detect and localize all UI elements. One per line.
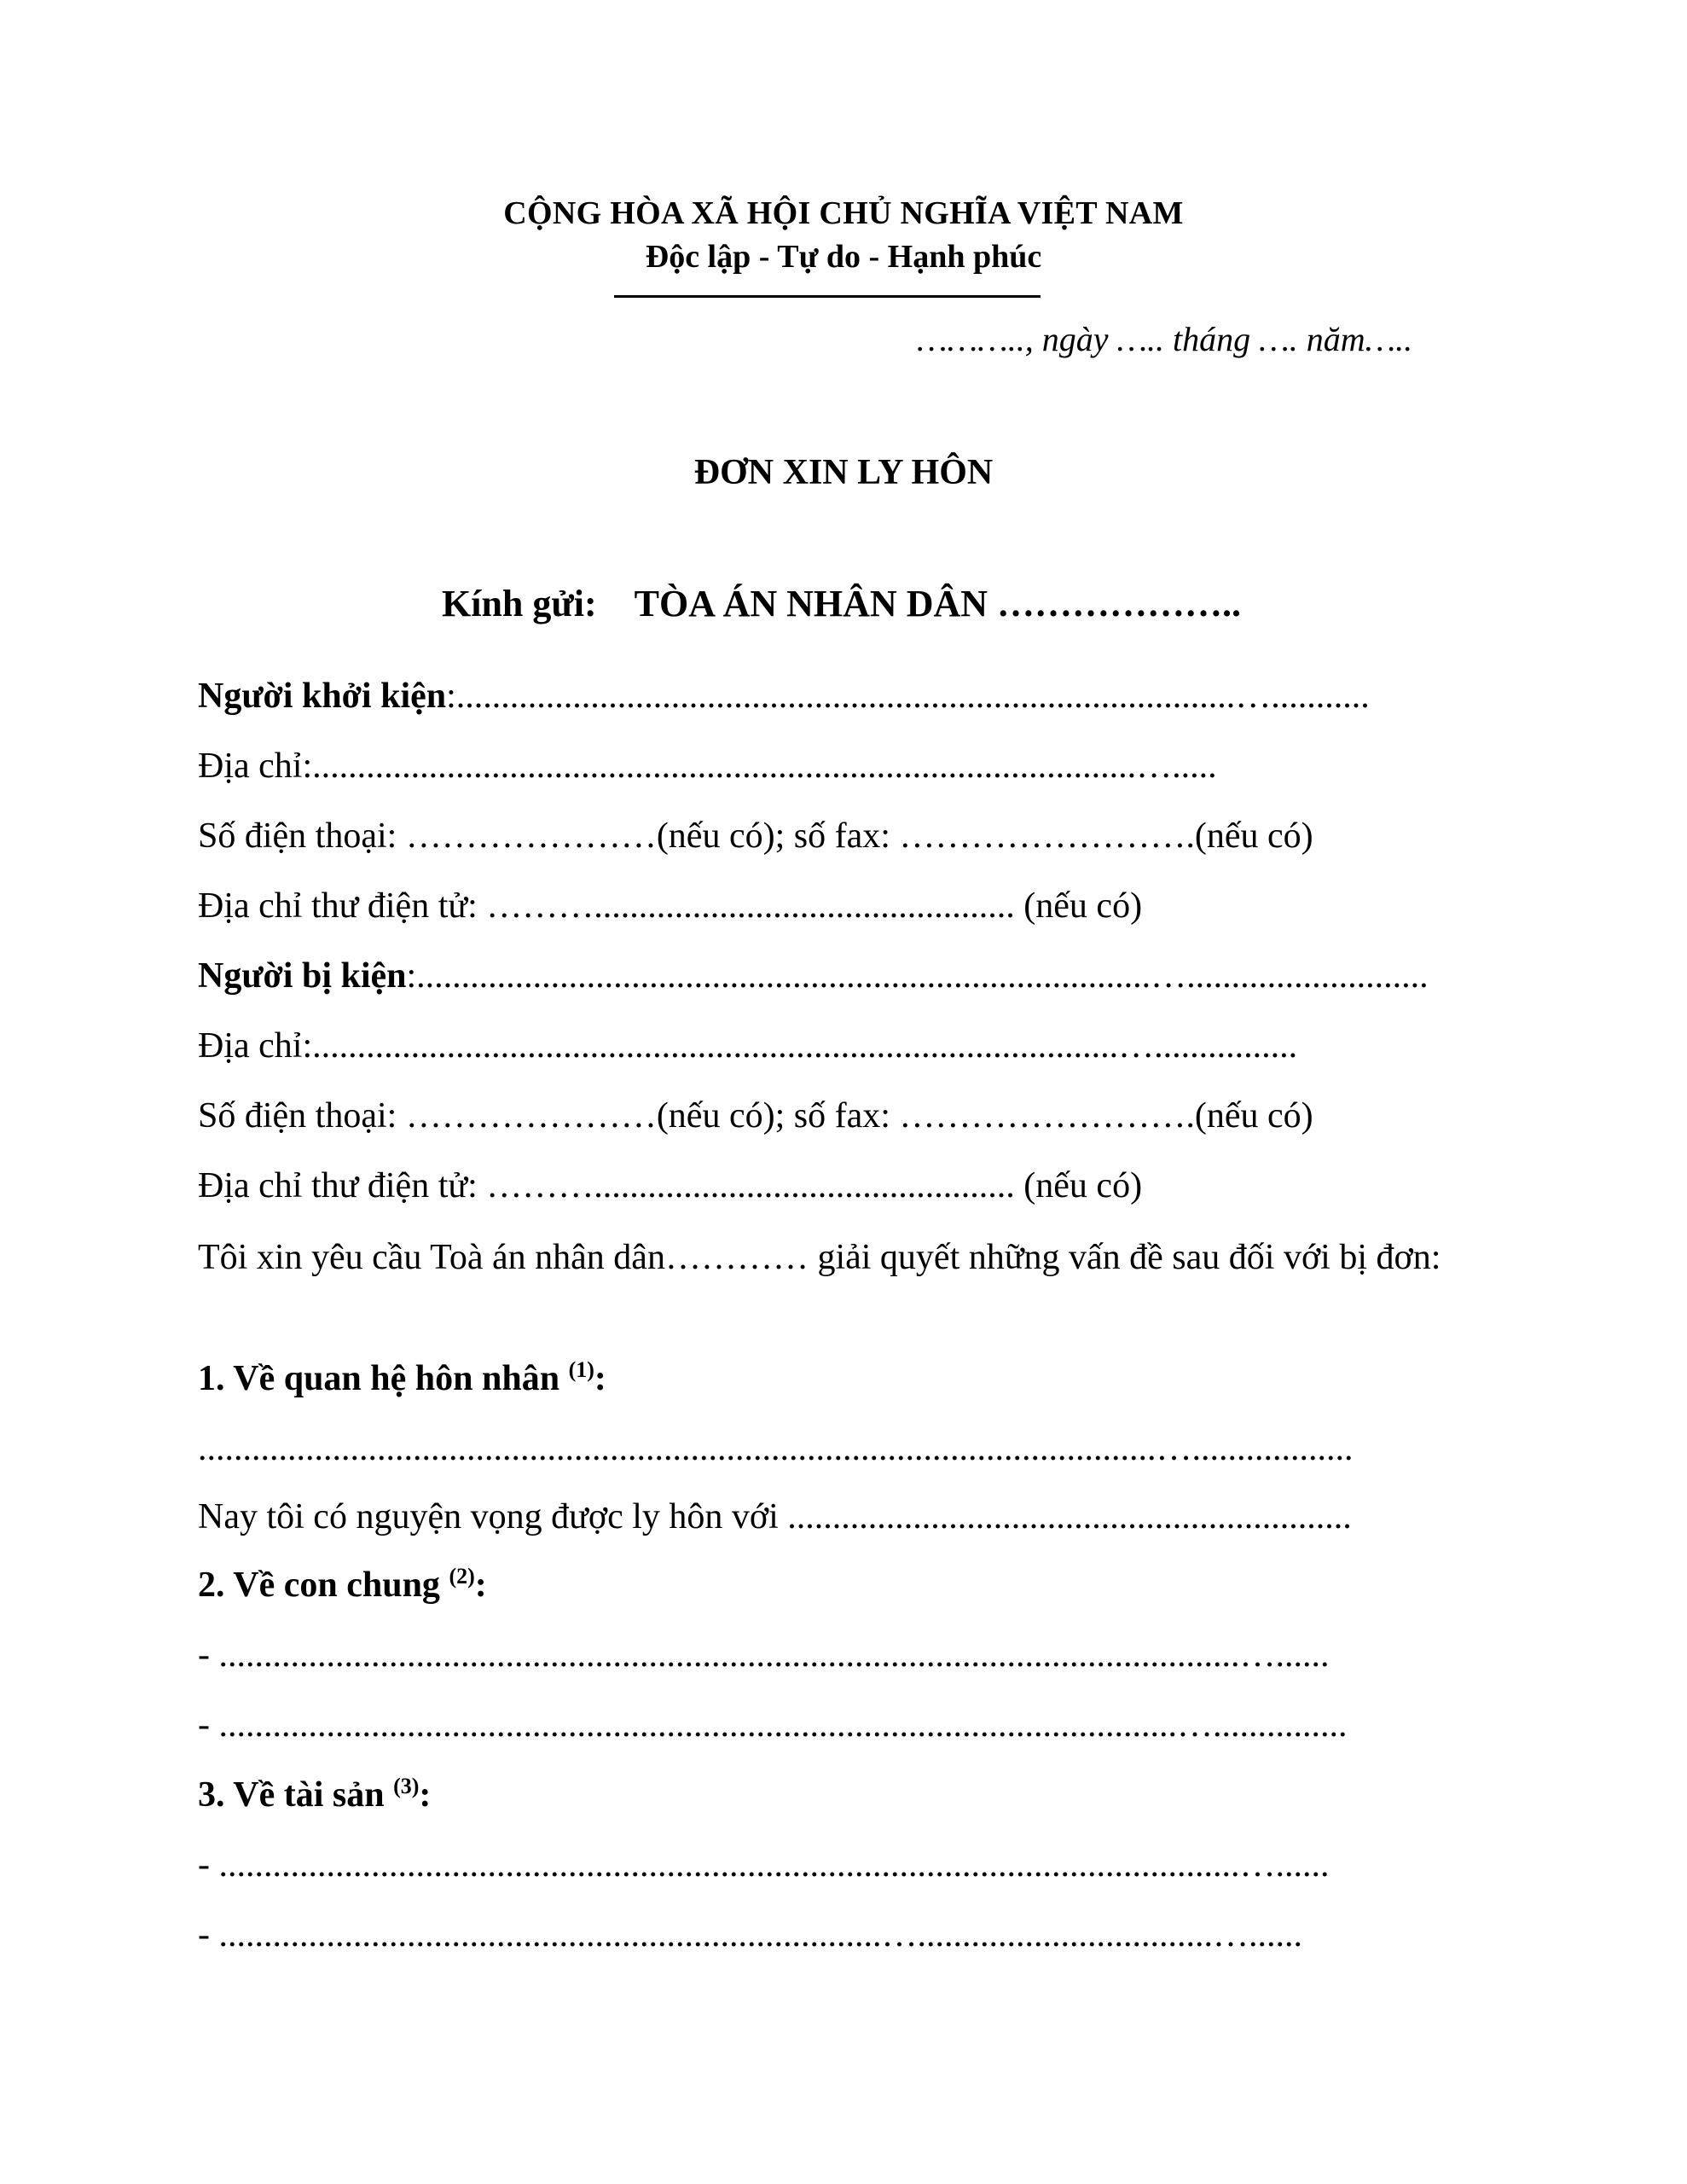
defendant-name-fill: :..................................................................................…........................... [406,956,1429,996]
defendant-phone-line: Số điện thoại: …………………(nếu có); số fax: …………………….(nếu có) [198,1096,1313,1136]
footnote-ref-2: (2) [449,1564,475,1589]
addressee-line [442,582,1241,625]
document-title: ĐƠN XIN LY HÔN [693,453,994,492]
section-children-line-2: - ...........................................................................................................…............... [198,1705,1348,1745]
section-property-line-1: - ..................................................................................................................…...... [198,1845,1330,1885]
section-children-line-1: - ..................................................................................................................…...... [198,1635,1330,1675]
defendant-address-line: Địa chỉ:..........................................................................................…................ [198,1026,1298,1066]
defendant-name-line [198,954,1494,998]
motto-heading: Độc lập - Tự do - Hạnh phúc [645,239,1042,275]
defendant-label: Người bị kiện [198,956,407,996]
section-marriage-wish: Nay tôi có nguyện vọng được ly hôn với ............................................................... [198,1497,1352,1536]
nation-heading: CỘNG HÒA XÃ HỘI CHỦ NGHĨA VIỆT NAM [503,195,1184,231]
plaintiff-name-line [198,674,1494,718]
section-children-heading: 2. Về con chung $^{(2)}$: [198,1564,487,1605]
defendant-email-line: Địa chỉ thư điện tử: ………............................................... (nếu có) [198,1166,1143,1205]
motto-underline [614,295,1041,298]
date-line: ……….., ngày ….. tháng …. năm….. [917,320,1413,358]
plaintiff-name-fill: :.......................................................................................…........... [446,677,1370,716]
request-paragraph: Tôi xin yêu cầu Toà án nhân dân………… giải quyết những vấn đề sau đối với bị đơn: [198,1238,1441,1277]
footnote-ref-3: (3) [393,1774,420,1798]
plaintiff-email-line: Địa chỉ thư điện tử: ………............................................... (nếu có) [198,886,1143,926]
addressee-court: TÒA ÁN NHÂN DÂN ……………….. [634,583,1242,624]
section-marriage-heading: 1. Về quan hệ hôn nhân $^{(1)}$: [198,1357,606,1398]
plaintiff-address-line: Địa chỉ:............................................................................................…..... [198,746,1217,786]
section-property-heading: 3. Về tài sản $^{(3)}$: [198,1774,432,1815]
footnote-ref-1: (1) [568,1357,594,1382]
addressee-label: Kính gửi: [442,583,597,624]
section-property-line-2: - ..........................................................................….................................…...... [198,1915,1302,1955]
plaintiff-phone-line: Số điện thoại: …………………(nếu có); số fax: …………………….(nếu có) [198,816,1313,856]
section-marriage-fill: ...........................................................................................................….................. [198,1429,1354,1468]
plaintiff-label: Người khởi kiện [198,677,447,716]
